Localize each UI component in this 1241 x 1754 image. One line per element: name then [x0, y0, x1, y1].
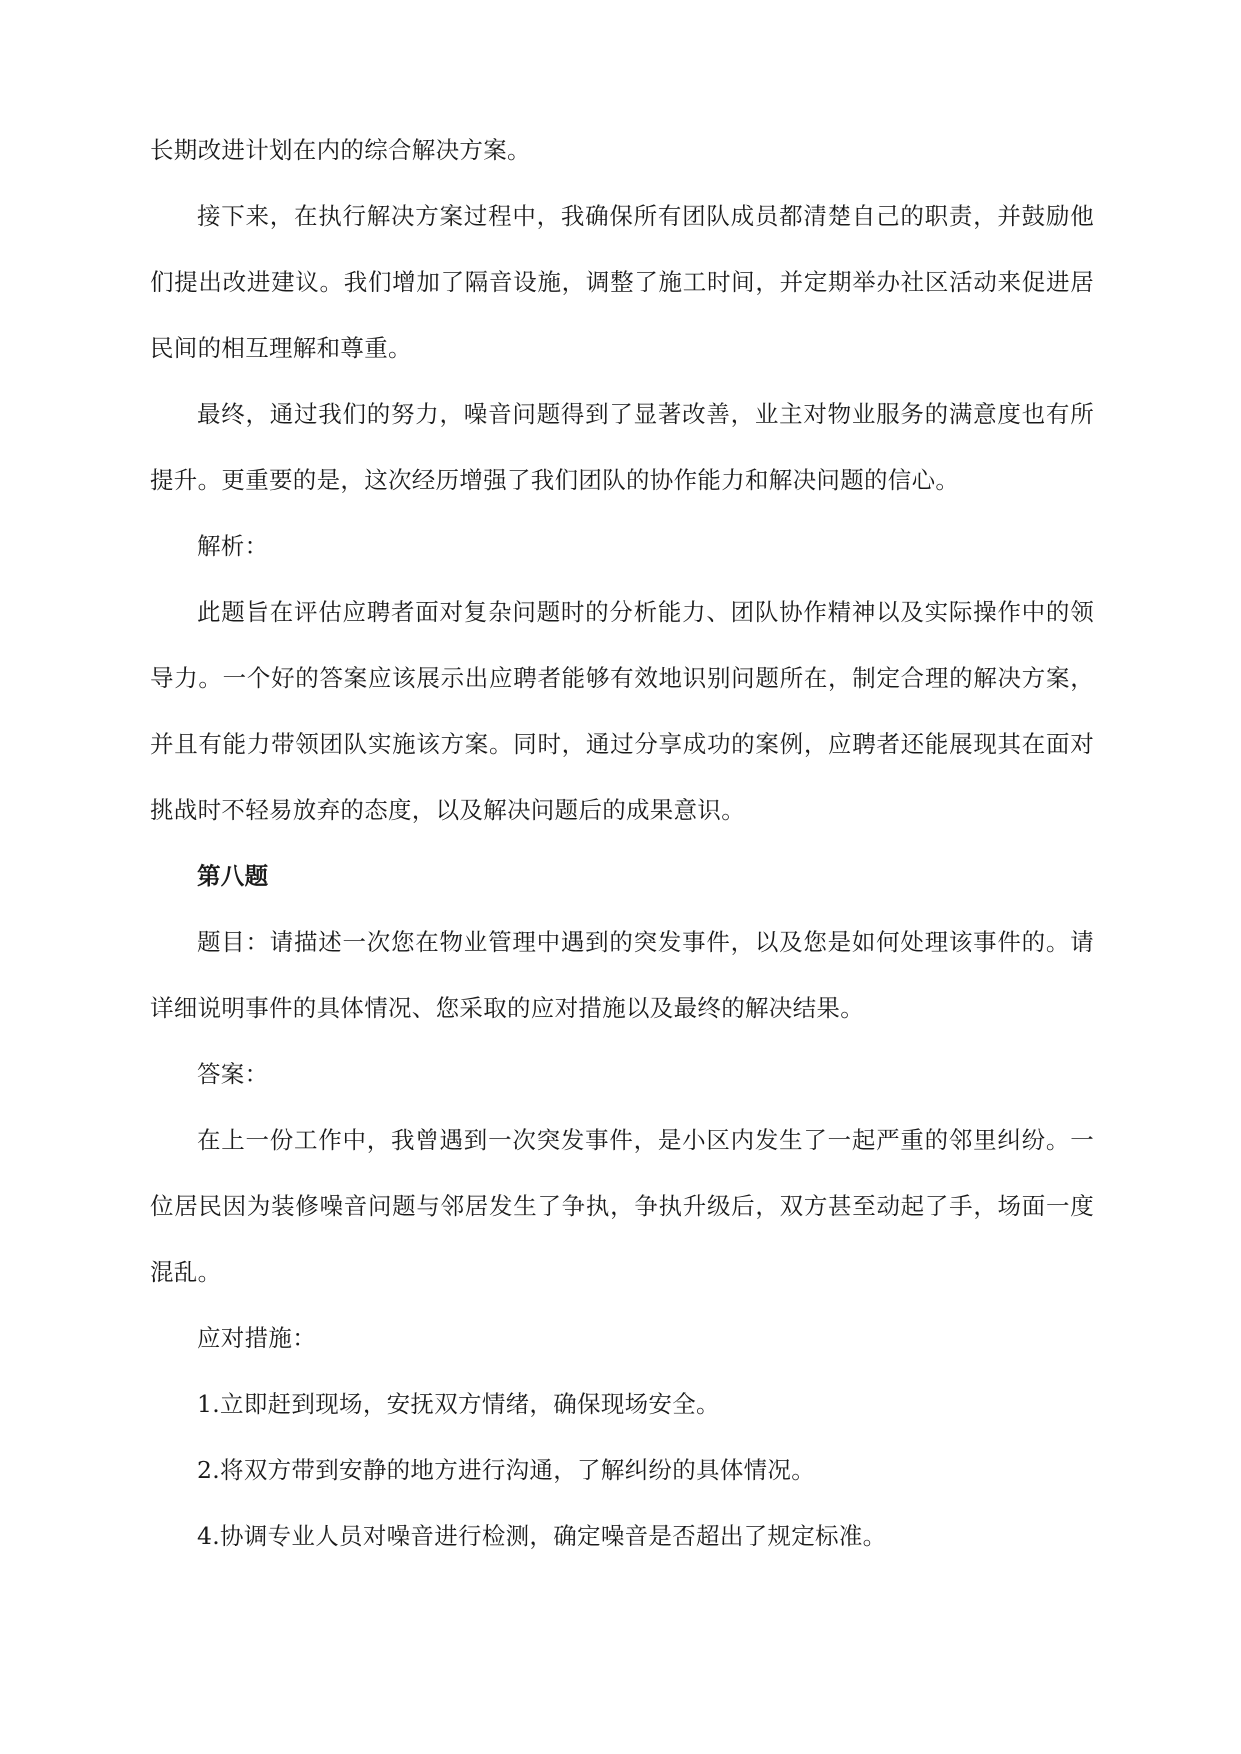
measure-item: 4.协调专业人员对噪音进行检测，确定噪音是否超出了规定标准。	[197, 1522, 887, 1550]
question-heading: 第八题	[197, 862, 269, 890]
paragraph-incident: 在上一份工作中，我曾遇到一次突发事件，是小区内发生了一起严重的邻里纠纷。一位居民因为装修噪音问题与邻居发生了争执，争执升级后，双方甚至动起了手，场面一度混乱。	[150, 1126, 1094, 1286]
measure-item: 1.立即赶到现场，安抚双方情绪，确保现场安全。	[197, 1390, 720, 1418]
paragraph-analysis: 此题旨在评估应聘者面对复杂问题时的分析能力、团队协作精神以及实际操作中的领导力。一个好的答案应该展示出应聘者能够有效地识别问题所在，制定合理的解决方案，并且有能力带领团队实施该方案。同时，通过分享成功的案例，应聘者还能展现其在面对挑战时不轻易放弃的态度，以及解决问题后的成果意识。	[150, 598, 1094, 824]
answer-label: 答案：	[197, 1060, 269, 1088]
measure-item: 2.将双方带到安静的地方进行沟通，了解纠纷的具体情况。	[197, 1456, 816, 1484]
measures-label: 应对措施：	[197, 1324, 316, 1352]
paragraph-execution: 接下来，在执行解决方案过程中，我确保所有团队成员都清楚自己的职责，并鼓励他们提出改进建议。我们增加了隔音设施，调整了施工时间，并定期举办社区活动来促进居民间的相互理解和尊重。	[150, 202, 1094, 362]
paragraph-continuation: 长期改进计划在内的综合解决方案。	[150, 136, 531, 164]
paragraph-result: 最终，通过我们的努力，噪音问题得到了显著改善，业主对物业服务的满意度也有所提升。更重要的是，这次经历增强了我们团队的协作能力和解决问题的信心。	[150, 400, 1094, 494]
question-text: 题目：请描述一次您在物业管理中遇到的突发事件，以及您是如何处理该事件的。请详细说明事件的具体情况、您采取的应对措施以及最终的解决结果。	[150, 928, 1094, 1022]
analysis-label: 解析：	[197, 532, 269, 560]
